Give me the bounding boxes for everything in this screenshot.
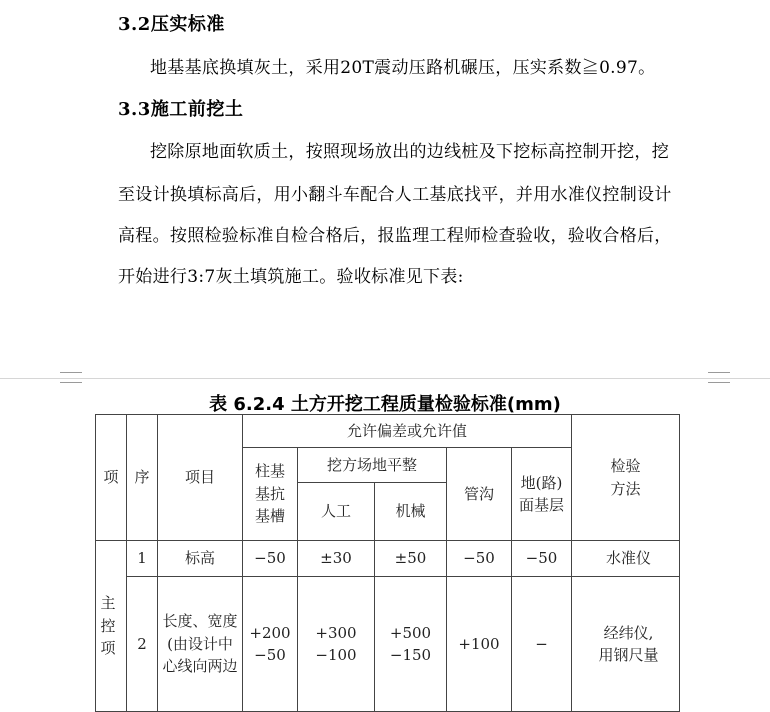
header-project: 项目 <box>158 415 243 541</box>
header-excavation-site: 挖方场地平整 <box>298 448 447 483</box>
row-method: 经纬仪, 用钢尺量 <box>572 577 680 712</box>
category-main-control: 主 控 项 <box>96 541 127 712</box>
row-project: 长度、宽度 (由设计中 心线向两边 <box>158 577 243 712</box>
row-manual: ±30 <box>298 541 375 577</box>
row-manual: +300 −100 <box>298 577 375 712</box>
section-3-2-heading: 3.2压实标准 <box>118 14 225 35</box>
section-3-2-body: 地基基底换填灰土，采用20T震动压路机碾压，压实系数≧0.97。 <box>150 58 656 78</box>
row-road-base: − <box>512 577 572 712</box>
header-machine: 机械 <box>375 483 447 541</box>
table-caption: 表 6.2.4 土方开挖工程质量检验标准(mm) <box>209 394 561 415</box>
page-break-line <box>0 378 770 379</box>
header-road-base: 地(路) 面基层 <box>512 448 572 541</box>
row-method: 水准仪 <box>572 541 680 577</box>
header-method: 检验 方法 <box>572 415 680 541</box>
section-3-3-heading: 3.3施工前挖土 <box>118 99 244 120</box>
header-pipe-trench: 管沟 <box>447 448 512 541</box>
section-3-3-line-1: 挖除原地面软质土，按照现场放出的边线桩及下挖标高控制开挖，挖 <box>150 142 669 162</box>
header-item: 项 <box>96 415 127 541</box>
section-3-3-line-3: 高程。按照检验标准自检合格后，报监理工程师检查验收，验收合格后， <box>118 226 672 246</box>
row-project: 标高 <box>158 541 243 577</box>
row-pipe-trench: +100 <box>447 577 512 712</box>
header-seq: 序 <box>127 415 158 541</box>
row-pipe-trench: −50 <box>447 541 512 577</box>
quality-inspection-table <box>95 414 680 712</box>
table-row <box>96 541 680 577</box>
row-seq: 1 <box>127 541 158 577</box>
section-3-3-line-2: 至设计换填标高后，用小翻斗车配合人工基底找平，并用水准仪控制设计 <box>118 185 672 205</box>
row-col-pile: +200 −50 <box>243 577 298 712</box>
section-3-3-line-4: 开始进行3:7灰土填筑施工。验收标准见下表: <box>118 267 464 287</box>
row-machine: +500 −150 <box>375 577 447 712</box>
right-margin-marker <box>708 372 730 383</box>
header-column-pile: 柱基 基抗 基槽 <box>243 448 298 541</box>
row-machine: ±50 <box>375 541 447 577</box>
table-row <box>96 577 680 712</box>
header-manual: 人工 <box>298 483 375 541</box>
row-road-base: −50 <box>512 541 572 577</box>
header-allowable: 允许偏差或允许值 <box>243 415 572 448</box>
row-col-pile: −50 <box>243 541 298 577</box>
left-margin-marker <box>60 372 82 383</box>
row-seq: 2 <box>127 577 158 712</box>
